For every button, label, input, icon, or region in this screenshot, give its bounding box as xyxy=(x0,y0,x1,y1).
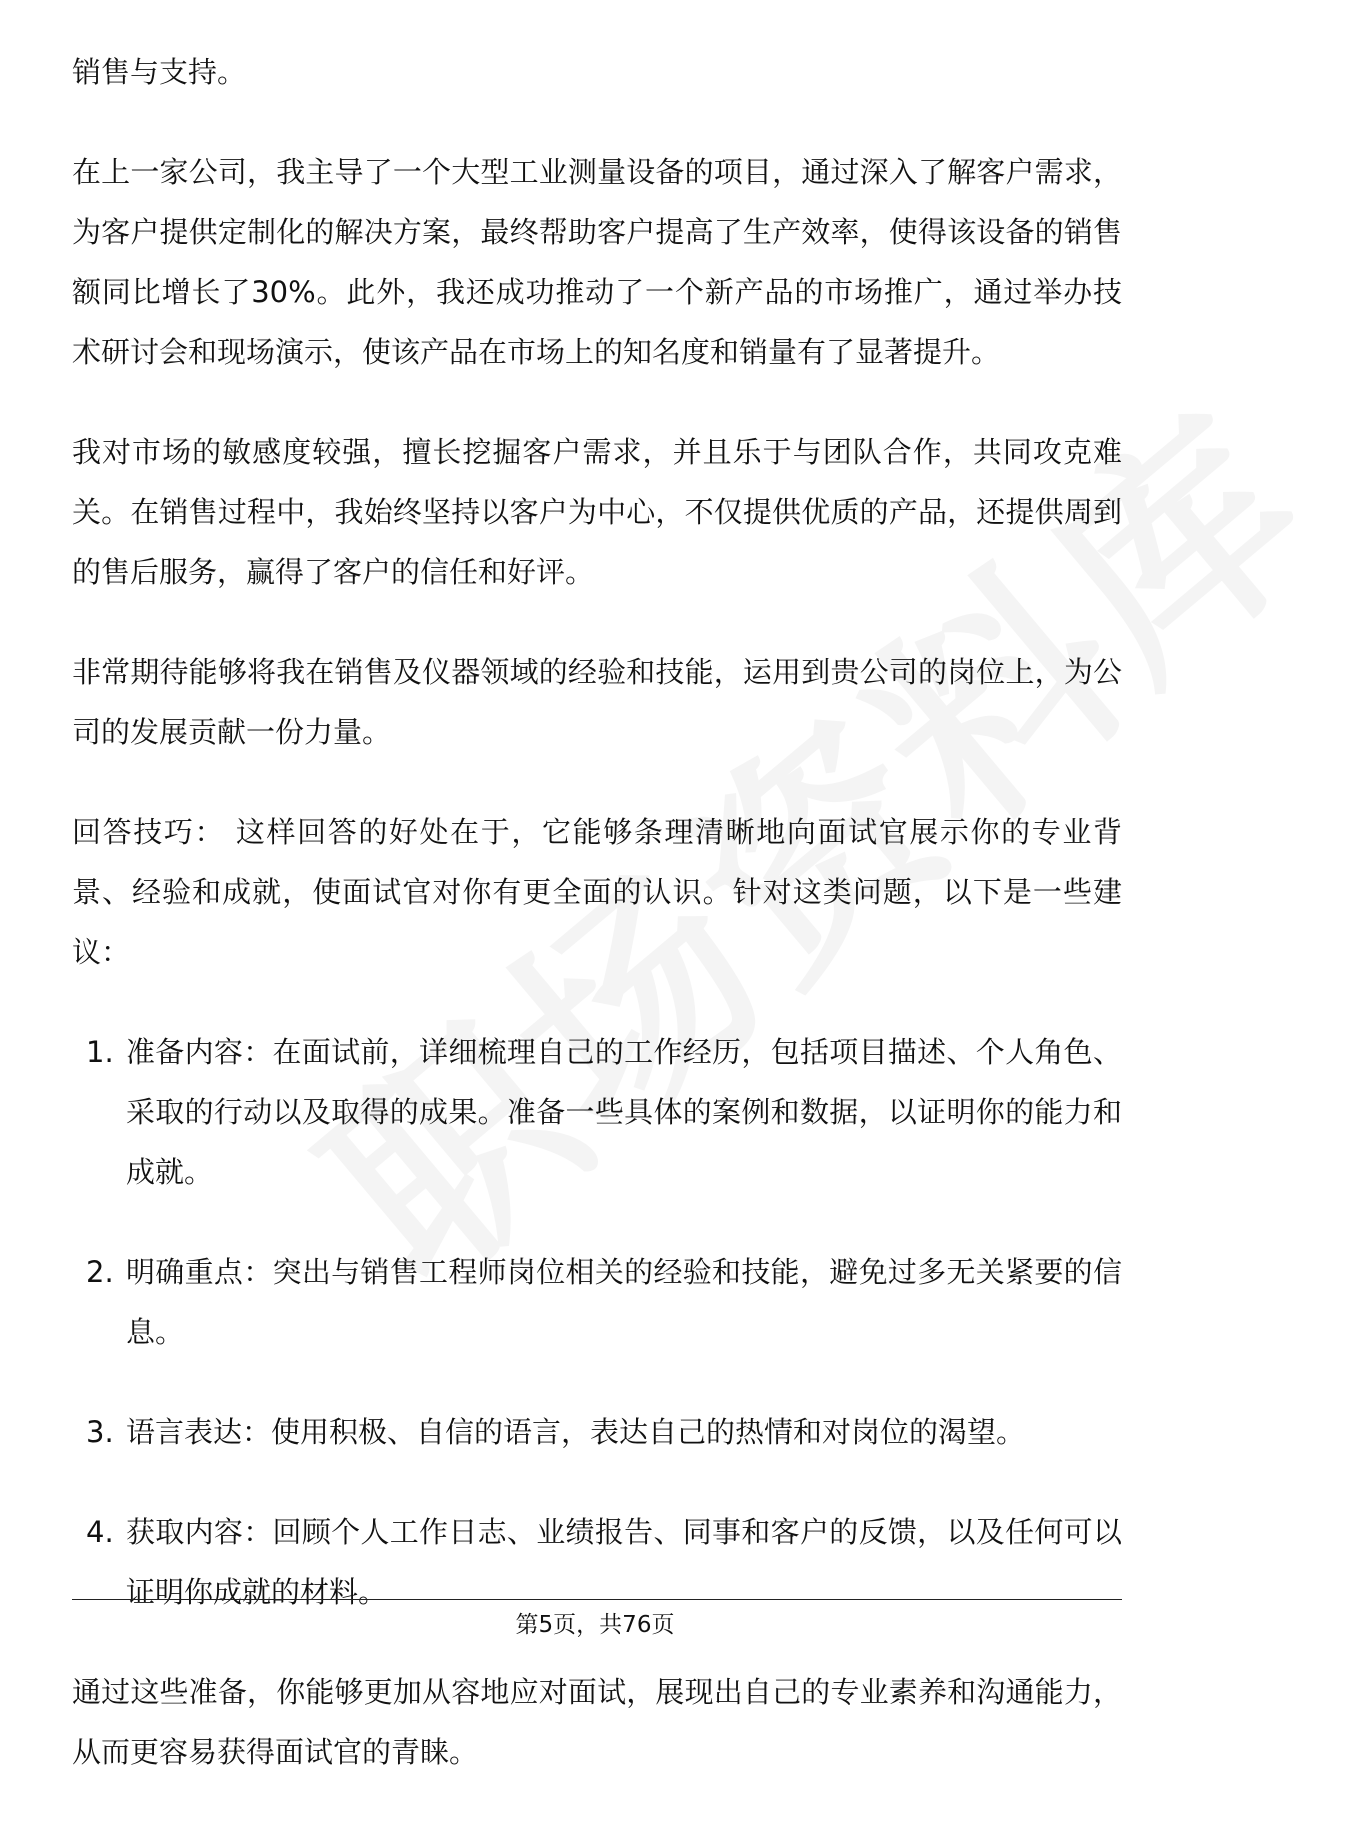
list-item-number: 3. xyxy=(86,1415,114,1449)
paragraph-expectation: 非常期待能够将我在销售及仪器领域的经验和技能，运用到贵公司的岗位上，为公司的发展贡献一份力量。 xyxy=(72,655,1122,749)
page-content xyxy=(72,42,1122,1822)
page-number: 第5页，共76页 xyxy=(515,1612,675,1638)
list-item-text: 语言表达：使用积极、自信的语言，表达自己的热情和对岗位的渴望。 xyxy=(126,1415,1026,1449)
list-item xyxy=(72,1242,1122,1362)
list-item-text: 明确重点：突出与销售工程师岗位相关的经验和技能，避免过多无关紧要的信息。 xyxy=(126,1255,1122,1349)
tips-list xyxy=(72,1022,1122,1622)
list-item-text: 准备内容：在面试前，详细梳理自己的工作经历，包括项目描述、个人角色、采取的行动以及取得的成果。准备一些具体的案例和数据，以证明你的能力和成就。 xyxy=(126,1035,1122,1189)
paragraph-intro-end: 销售与支持。 xyxy=(72,55,247,89)
list-item xyxy=(72,1502,1122,1622)
paragraph-conclusion: 通过这些准备，你能够更加从容地应对面试，展现出自己的专业素养和沟通能力，从而更容易获得面试官的青睐。 xyxy=(72,1675,1122,1769)
list-item-number: 1. xyxy=(86,1035,114,1069)
list-item xyxy=(72,1402,1122,1462)
paragraph-strengths: 我对市场的敏感度较强，擅长挖掘客户需求，并且乐于与团队合作，共同攻克难关。在销售过程中，我始终坚持以客户为中心，不仅提供优质的产品，还提供周到的售后服务，赢得了客户的信任和好评。 xyxy=(72,435,1122,589)
list-item xyxy=(72,1022,1122,1202)
footer-divider xyxy=(72,1599,1122,1600)
list-item-text: 获取内容：回顾个人工作日志、业绩报告、同事和客户的反馈，以及任何可以证明你成就的材料。 xyxy=(126,1515,1122,1609)
paragraph-experience: 在上一家公司，我主导了一个大型工业测量设备的项目，通过深入了解客户需求，为客户提供定制化的解决方案，最终帮助客户提高了生产效率，使得该设备的销售额同比增长了30%。此外，我还成功推动了一个新产品的市场推广，通过举办技术研讨会和现场演示，使该产品在市场上的知名度和销量有了显著提升。 xyxy=(72,155,1122,369)
list-item-number: 4. xyxy=(86,1515,114,1549)
list-item-number: 2. xyxy=(86,1255,114,1289)
paragraph-answer-tips: 回答技巧： 这样回答的好处在于，它能够条理清晰地向面试官展示你的专业背景、经验和成就，使面试官对你有更全面的认识。针对这类问题，以下是一些建议： xyxy=(72,815,1122,969)
